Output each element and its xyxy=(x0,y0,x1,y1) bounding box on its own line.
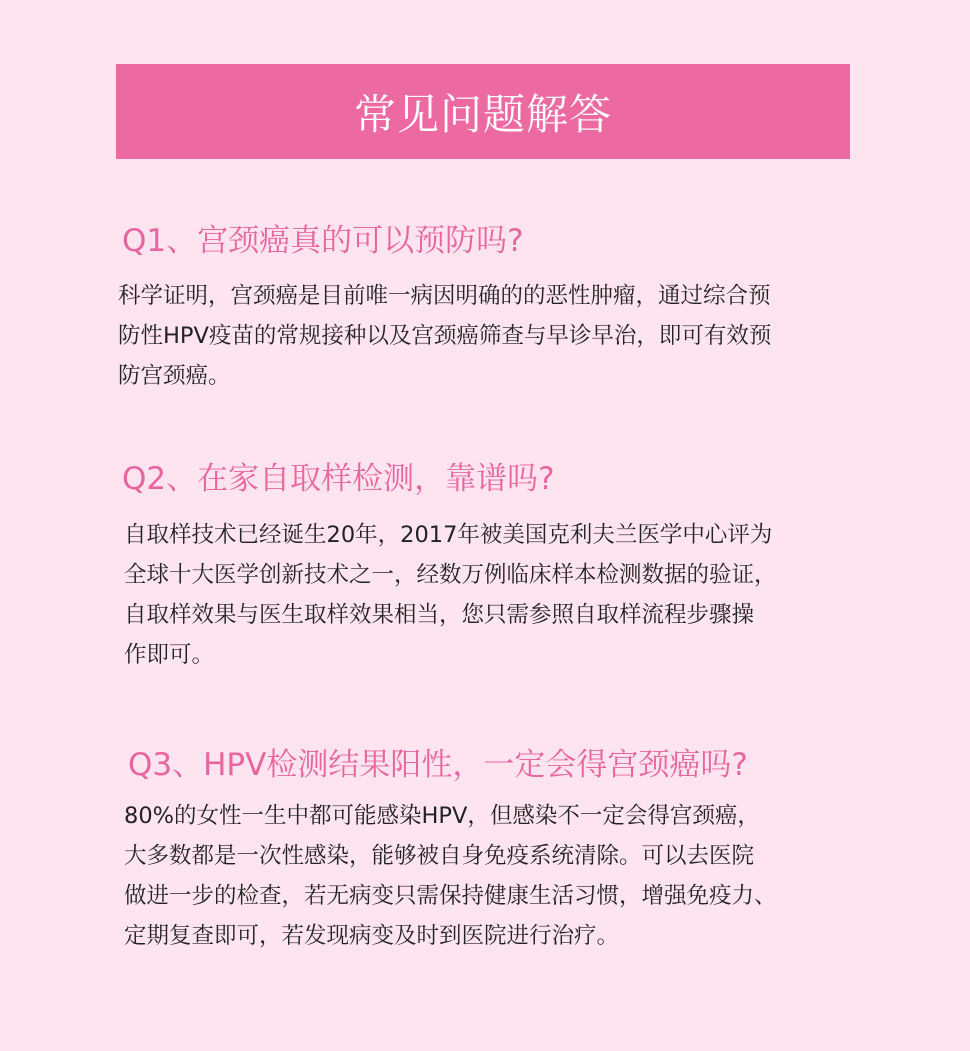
faq-answer-2 xyxy=(124,515,777,675)
faq-answer-3-line: 80%的女性一生中都可能感染HPV，但感染不一定会得宫颈癌， xyxy=(124,803,760,829)
faq-answer-1-line: 科学证明，宫颈癌是目前唯一病因明确的的恶性肿瘤，通过综合预 xyxy=(118,283,771,309)
faq-question-3: Q3、HPV检测结果阳性，一定会得宫颈癌吗? xyxy=(128,747,748,783)
faq-answer-2-line: 作即可。 xyxy=(124,642,215,668)
faq-answer-3-line: 定期复查即可，若发现病变及时到医院进行治疗。 xyxy=(124,923,620,949)
faq-answer-3-line: 大多数都是一次性感染，能够被自身免疫系统清除。可以去医院 xyxy=(124,843,755,869)
faq-answer-1-line: 防性HPV疫苗的常规接种以及宫颈癌筛查与早诊早治，即可有效预 xyxy=(118,323,772,349)
faq-answer-2-line: 全球十大医学创新技术之一，经数万例临床样本检测数据的验证， xyxy=(124,562,777,588)
faq-answer-2-line: 自取样技术已经诞生20年，2017年被美国克利夫兰医学中心评为 xyxy=(124,522,773,548)
faq-answer-3-line: 做进一步的检查，若无病变只需保持健康生活习惯，增强免疫力、 xyxy=(124,883,777,909)
faq-question-2: Q2、在家自取样检测，靠谱吗? xyxy=(122,461,555,497)
page-title: 常见问题解答 xyxy=(353,89,612,139)
faq-answer-1-line: 防宫颈癌。 xyxy=(118,363,231,389)
faq-header-banner xyxy=(116,64,850,159)
faq-answer-1 xyxy=(118,276,771,396)
faq-answer-2-line: 自取样效果与医生取样效果相当，您只需参照自取样流程步骤操 xyxy=(124,602,755,628)
faq-question-1: Q1、宫颈癌真的可以预防吗? xyxy=(122,223,524,259)
faq-answer-3 xyxy=(124,796,777,956)
